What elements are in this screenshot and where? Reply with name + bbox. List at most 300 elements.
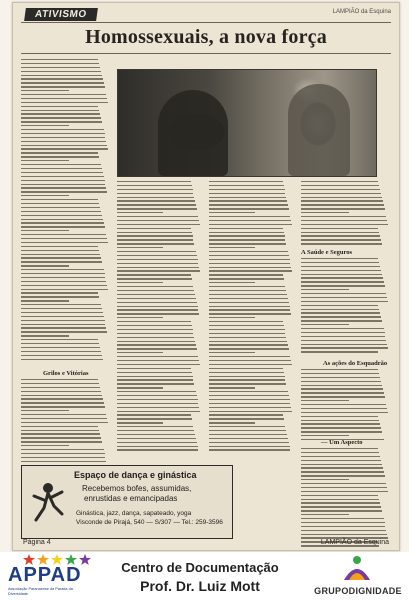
text-line <box>301 340 386 341</box>
text-line <box>301 475 385 476</box>
text-line <box>301 464 382 465</box>
text-line <box>209 251 288 252</box>
text-line <box>209 224 292 225</box>
text-line <box>117 391 196 392</box>
text-line <box>301 200 383 201</box>
text-line <box>209 379 285 380</box>
text-line <box>117 208 197 209</box>
text-line <box>21 383 99 384</box>
text-line <box>301 270 381 271</box>
text-line <box>21 67 100 68</box>
text-line <box>21 391 101 392</box>
text-line <box>21 269 104 270</box>
text-line <box>301 262 379 263</box>
text-line <box>209 313 291 314</box>
text-line <box>21 331 107 332</box>
text-line <box>301 491 388 492</box>
text-line <box>21 254 100 255</box>
advertisement-line-1: Recebemos bofes, assumidas, <box>82 484 192 493</box>
text-line <box>117 376 193 377</box>
text-line <box>209 333 285 334</box>
text-line <box>117 204 196 205</box>
text-line <box>209 399 290 400</box>
text-line <box>21 296 99 297</box>
text-line <box>117 185 192 186</box>
article-headline: Homossexuais, a nova força <box>85 26 327 48</box>
text-line <box>21 339 98 340</box>
text-line <box>21 406 105 407</box>
text-line <box>21 449 104 450</box>
text-line <box>301 448 378 449</box>
text-line <box>209 259 290 260</box>
text-line <box>117 220 199 221</box>
advertisement-title: Espaço de dança e ginástica <box>74 470 197 480</box>
text-line <box>21 82 104 83</box>
text-line <box>301 344 387 345</box>
text-line <box>209 411 292 412</box>
text-line <box>301 460 381 461</box>
text-line <box>117 255 197 256</box>
article-column-4-part-3 <box>301 369 389 443</box>
text-line <box>209 430 286 431</box>
text-line <box>21 129 104 130</box>
text-line <box>21 426 98 427</box>
text-line <box>117 274 191 275</box>
masthead-footer: LAMPIÃO da Esquina <box>320 539 389 546</box>
photo-figure-left <box>158 90 228 176</box>
text-line <box>301 189 380 190</box>
text-line <box>301 514 349 515</box>
text-line <box>301 281 384 282</box>
text-line <box>21 250 99 251</box>
documentation-center-title: Centro de Documentação <box>121 560 279 575</box>
text-line <box>301 208 385 209</box>
text-line <box>21 351 101 352</box>
text-line <box>21 168 102 169</box>
text-line <box>117 306 198 307</box>
text-line <box>21 433 100 434</box>
text-line <box>301 416 378 417</box>
text-line <box>21 437 101 438</box>
text-line <box>21 242 108 243</box>
text-line <box>117 325 192 326</box>
text-line <box>209 267 291 268</box>
text-line <box>21 113 100 114</box>
text-line <box>301 309 379 310</box>
text-line <box>301 289 349 290</box>
text-line <box>301 381 381 382</box>
text-line <box>209 317 255 318</box>
text-line <box>21 398 103 399</box>
text-line <box>117 270 200 271</box>
text-line <box>301 232 379 233</box>
text-line <box>301 392 384 393</box>
text-line <box>301 423 380 424</box>
text-line <box>301 193 381 194</box>
text-line <box>301 404 386 405</box>
text-line <box>117 329 193 330</box>
text-line <box>301 388 383 389</box>
text-line <box>117 247 163 248</box>
text-line <box>117 313 199 314</box>
page-header-bar <box>21 7 391 21</box>
text-line <box>117 294 195 295</box>
text-line <box>117 286 193 287</box>
text-line <box>117 232 192 233</box>
text-line <box>21 102 108 103</box>
text-line <box>209 309 290 310</box>
text-line <box>209 235 285 236</box>
text-line <box>117 411 200 412</box>
text-line <box>209 185 284 186</box>
text-line <box>21 430 99 431</box>
text-line <box>21 289 108 290</box>
text-line <box>209 278 284 279</box>
text-line <box>21 86 105 87</box>
text-line <box>117 422 163 423</box>
text-line <box>117 321 191 322</box>
text-line <box>21 222 104 223</box>
text-line <box>21 281 106 282</box>
advertisement-box <box>21 465 233 539</box>
text-line <box>209 344 288 345</box>
text-line <box>117 434 195 435</box>
text-line <box>21 379 98 380</box>
text-line <box>301 235 380 236</box>
text-line <box>21 156 99 157</box>
text-line <box>209 302 289 303</box>
text-line <box>209 321 283 322</box>
grupo-dignidade-emblem-icon <box>340 554 374 582</box>
text-line <box>21 453 105 454</box>
header-note: LAMPIÃO da Esquina <box>332 9 391 15</box>
text-line <box>21 445 69 446</box>
text-line <box>301 385 382 386</box>
text-line <box>301 316 381 317</box>
text-line <box>209 337 286 338</box>
text-line <box>21 176 104 177</box>
text-line <box>21 133 105 134</box>
text-line <box>117 438 196 439</box>
text-line <box>21 117 101 118</box>
text-line <box>301 293 386 294</box>
text-line <box>209 426 285 427</box>
text-line <box>21 207 100 208</box>
text-line <box>21 75 102 76</box>
text-line <box>21 137 105 138</box>
text-line <box>209 255 289 256</box>
text-line <box>117 337 194 338</box>
subhead-right-1: A Saúde e Seguros <box>301 249 352 256</box>
text-line <box>209 418 284 419</box>
text-line <box>21 343 99 344</box>
text-line <box>301 510 382 511</box>
section-label: ATIVISMO <box>24 8 97 21</box>
text-line <box>21 355 102 356</box>
text-line <box>21 78 103 79</box>
text-line <box>301 495 378 496</box>
text-line <box>117 216 198 217</box>
text-line <box>301 431 382 432</box>
text-line <box>21 335 69 336</box>
text-line <box>21 257 101 258</box>
text-line <box>209 270 292 271</box>
text-line <box>209 387 255 388</box>
text-line <box>209 372 284 373</box>
text-line <box>301 239 381 240</box>
text-line <box>301 534 387 535</box>
subhead-left: Grilos e Vitórias <box>43 370 89 377</box>
text-line <box>209 325 284 326</box>
text-line <box>117 181 191 182</box>
text-line <box>21 359 103 360</box>
text-line <box>21 277 105 278</box>
text-line <box>301 420 379 421</box>
headline-rule <box>21 53 391 54</box>
text-line <box>21 106 98 107</box>
text-line <box>301 297 387 298</box>
dancer-emblem-icon <box>28 480 68 528</box>
text-line <box>117 263 198 264</box>
text-line <box>21 141 106 142</box>
text-line <box>21 246 98 247</box>
text-line <box>117 399 198 400</box>
article-column-2 <box>117 181 201 453</box>
text-line <box>21 402 104 403</box>
text-line <box>209 208 289 209</box>
text-line <box>301 266 380 267</box>
text-line <box>21 211 101 212</box>
text-line <box>301 369 378 370</box>
text-line <box>21 121 102 122</box>
text-line <box>21 300 69 301</box>
text-line <box>21 461 106 462</box>
text-line <box>301 228 378 229</box>
text-line <box>301 471 384 472</box>
text-line <box>301 220 387 221</box>
text-line <box>21 191 107 192</box>
text-line <box>301 377 380 378</box>
text-line <box>301 301 388 302</box>
text-line <box>21 457 105 458</box>
text-line <box>301 224 388 225</box>
text-line <box>117 267 199 268</box>
text-line <box>21 215 102 216</box>
text-line <box>117 309 198 310</box>
text-line <box>209 341 287 342</box>
text-line <box>21 308 102 309</box>
text-line <box>301 185 379 186</box>
text-line <box>117 418 192 419</box>
text-line <box>301 312 380 313</box>
text-line <box>21 324 105 325</box>
text-line <box>21 199 98 200</box>
text-line <box>117 333 193 334</box>
text-line <box>21 316 104 317</box>
text-line <box>209 395 289 396</box>
text-line <box>117 352 163 353</box>
text-line <box>209 228 283 229</box>
article-photo <box>117 69 377 177</box>
text-line <box>117 344 196 345</box>
advertisement-line-4: Visconde de Pirajá, 540 — S/307 — Tel.: 259-3596 <box>76 519 223 526</box>
text-line <box>117 317 163 318</box>
text-line <box>301 336 385 337</box>
text-line <box>209 247 255 248</box>
text-line <box>117 341 195 342</box>
text-line <box>209 200 287 201</box>
text-line <box>21 71 101 72</box>
text-line <box>21 273 105 274</box>
text-line <box>117 239 193 240</box>
text-line <box>209 368 283 369</box>
text-line <box>117 212 163 213</box>
text-line <box>209 422 255 423</box>
text-line <box>21 395 102 396</box>
grupo-word-a: GRUPO <box>314 586 349 596</box>
text-line <box>117 426 193 427</box>
photo-figure-right <box>288 84 350 176</box>
text-line <box>21 94 106 95</box>
text-line <box>301 400 349 401</box>
text-line <box>21 63 99 64</box>
text-line <box>21 418 107 419</box>
text-line <box>209 352 255 353</box>
text-line <box>117 243 194 244</box>
text-line <box>117 251 196 252</box>
article-column-4-part-4 <box>301 448 389 549</box>
text-line <box>301 243 382 244</box>
text-line <box>301 277 383 278</box>
text-line <box>301 479 349 480</box>
text-line <box>21 160 69 161</box>
text-line <box>209 239 285 240</box>
text-line <box>117 383 194 384</box>
text-line <box>117 200 195 201</box>
header-rule <box>21 22 391 23</box>
text-line <box>301 258 378 259</box>
text-line <box>117 259 198 260</box>
text-line <box>301 530 386 531</box>
text-line <box>21 347 100 348</box>
text-line <box>301 502 380 503</box>
text-line <box>21 125 69 126</box>
text-line <box>117 449 198 450</box>
text-line <box>21 145 107 146</box>
text-line <box>21 219 103 220</box>
text-line <box>21 172 103 173</box>
text-line <box>209 243 286 244</box>
article-column-3 <box>209 181 293 453</box>
text-line <box>21 265 69 266</box>
text-line <box>21 422 108 423</box>
text-line <box>209 364 292 365</box>
text-line <box>301 506 381 507</box>
text-line <box>117 193 193 194</box>
text-line <box>209 348 289 349</box>
scanned-newspaper-page <box>12 2 400 551</box>
text-line <box>117 372 192 373</box>
text-line <box>209 360 291 361</box>
text-line <box>301 285 385 286</box>
text-line <box>21 414 106 415</box>
article-column-4-continued <box>301 258 389 355</box>
text-line <box>117 407 199 408</box>
text-line <box>301 467 383 468</box>
article-column-1 <box>21 59 109 362</box>
text-line <box>209 232 284 233</box>
text-line <box>209 294 287 295</box>
text-line <box>301 518 384 519</box>
text-line <box>209 446 290 447</box>
grupo-dignidade-logo <box>310 586 406 596</box>
text-line <box>301 483 386 484</box>
text-line <box>117 395 197 396</box>
text-line <box>301 332 385 333</box>
text-line <box>21 238 107 239</box>
text-line <box>301 204 384 205</box>
text-line <box>301 347 388 348</box>
text-line <box>117 235 193 236</box>
grupo-word-b: DIGNIDADE <box>348 586 402 596</box>
text-line <box>117 282 163 283</box>
text-line <box>21 180 105 181</box>
text-line <box>209 391 288 392</box>
text-line <box>301 274 382 275</box>
text-line <box>21 187 106 188</box>
text-line <box>301 526 385 527</box>
text-line <box>21 292 98 293</box>
text-line <box>209 274 283 275</box>
subhead-right-3: — Um Aspecto <box>321 439 363 446</box>
text-line <box>117 387 163 388</box>
text-line <box>209 306 290 307</box>
text-line <box>301 412 388 413</box>
text-line <box>301 408 387 409</box>
text-line <box>117 197 194 198</box>
text-line <box>301 320 382 321</box>
documentation-center-name: Prof. Dr. Luiz Mott <box>140 578 260 594</box>
text-line <box>21 285 107 286</box>
subhead-right-2: As ações do Esquadrão <box>323 360 388 367</box>
text-line <box>209 383 286 384</box>
text-line <box>117 356 198 357</box>
text-line <box>209 407 291 408</box>
text-line <box>117 442 197 443</box>
text-line <box>117 189 193 190</box>
text-line <box>301 452 379 453</box>
text-line <box>301 216 386 217</box>
text-line <box>117 224 200 225</box>
text-line <box>21 164 101 165</box>
text-line <box>209 197 286 198</box>
text-line <box>117 278 192 279</box>
text-line <box>21 234 106 235</box>
text-line <box>301 328 384 329</box>
text-line <box>209 356 290 357</box>
text-line <box>209 220 291 221</box>
text-line <box>209 263 290 264</box>
text-line <box>117 360 199 361</box>
text-line <box>21 195 69 196</box>
text-line <box>209 376 285 377</box>
text-line <box>21 230 69 231</box>
text-line <box>117 446 198 447</box>
text-line <box>209 434 287 435</box>
text-line <box>117 368 191 369</box>
text-line <box>21 90 69 91</box>
text-line <box>301 456 380 457</box>
